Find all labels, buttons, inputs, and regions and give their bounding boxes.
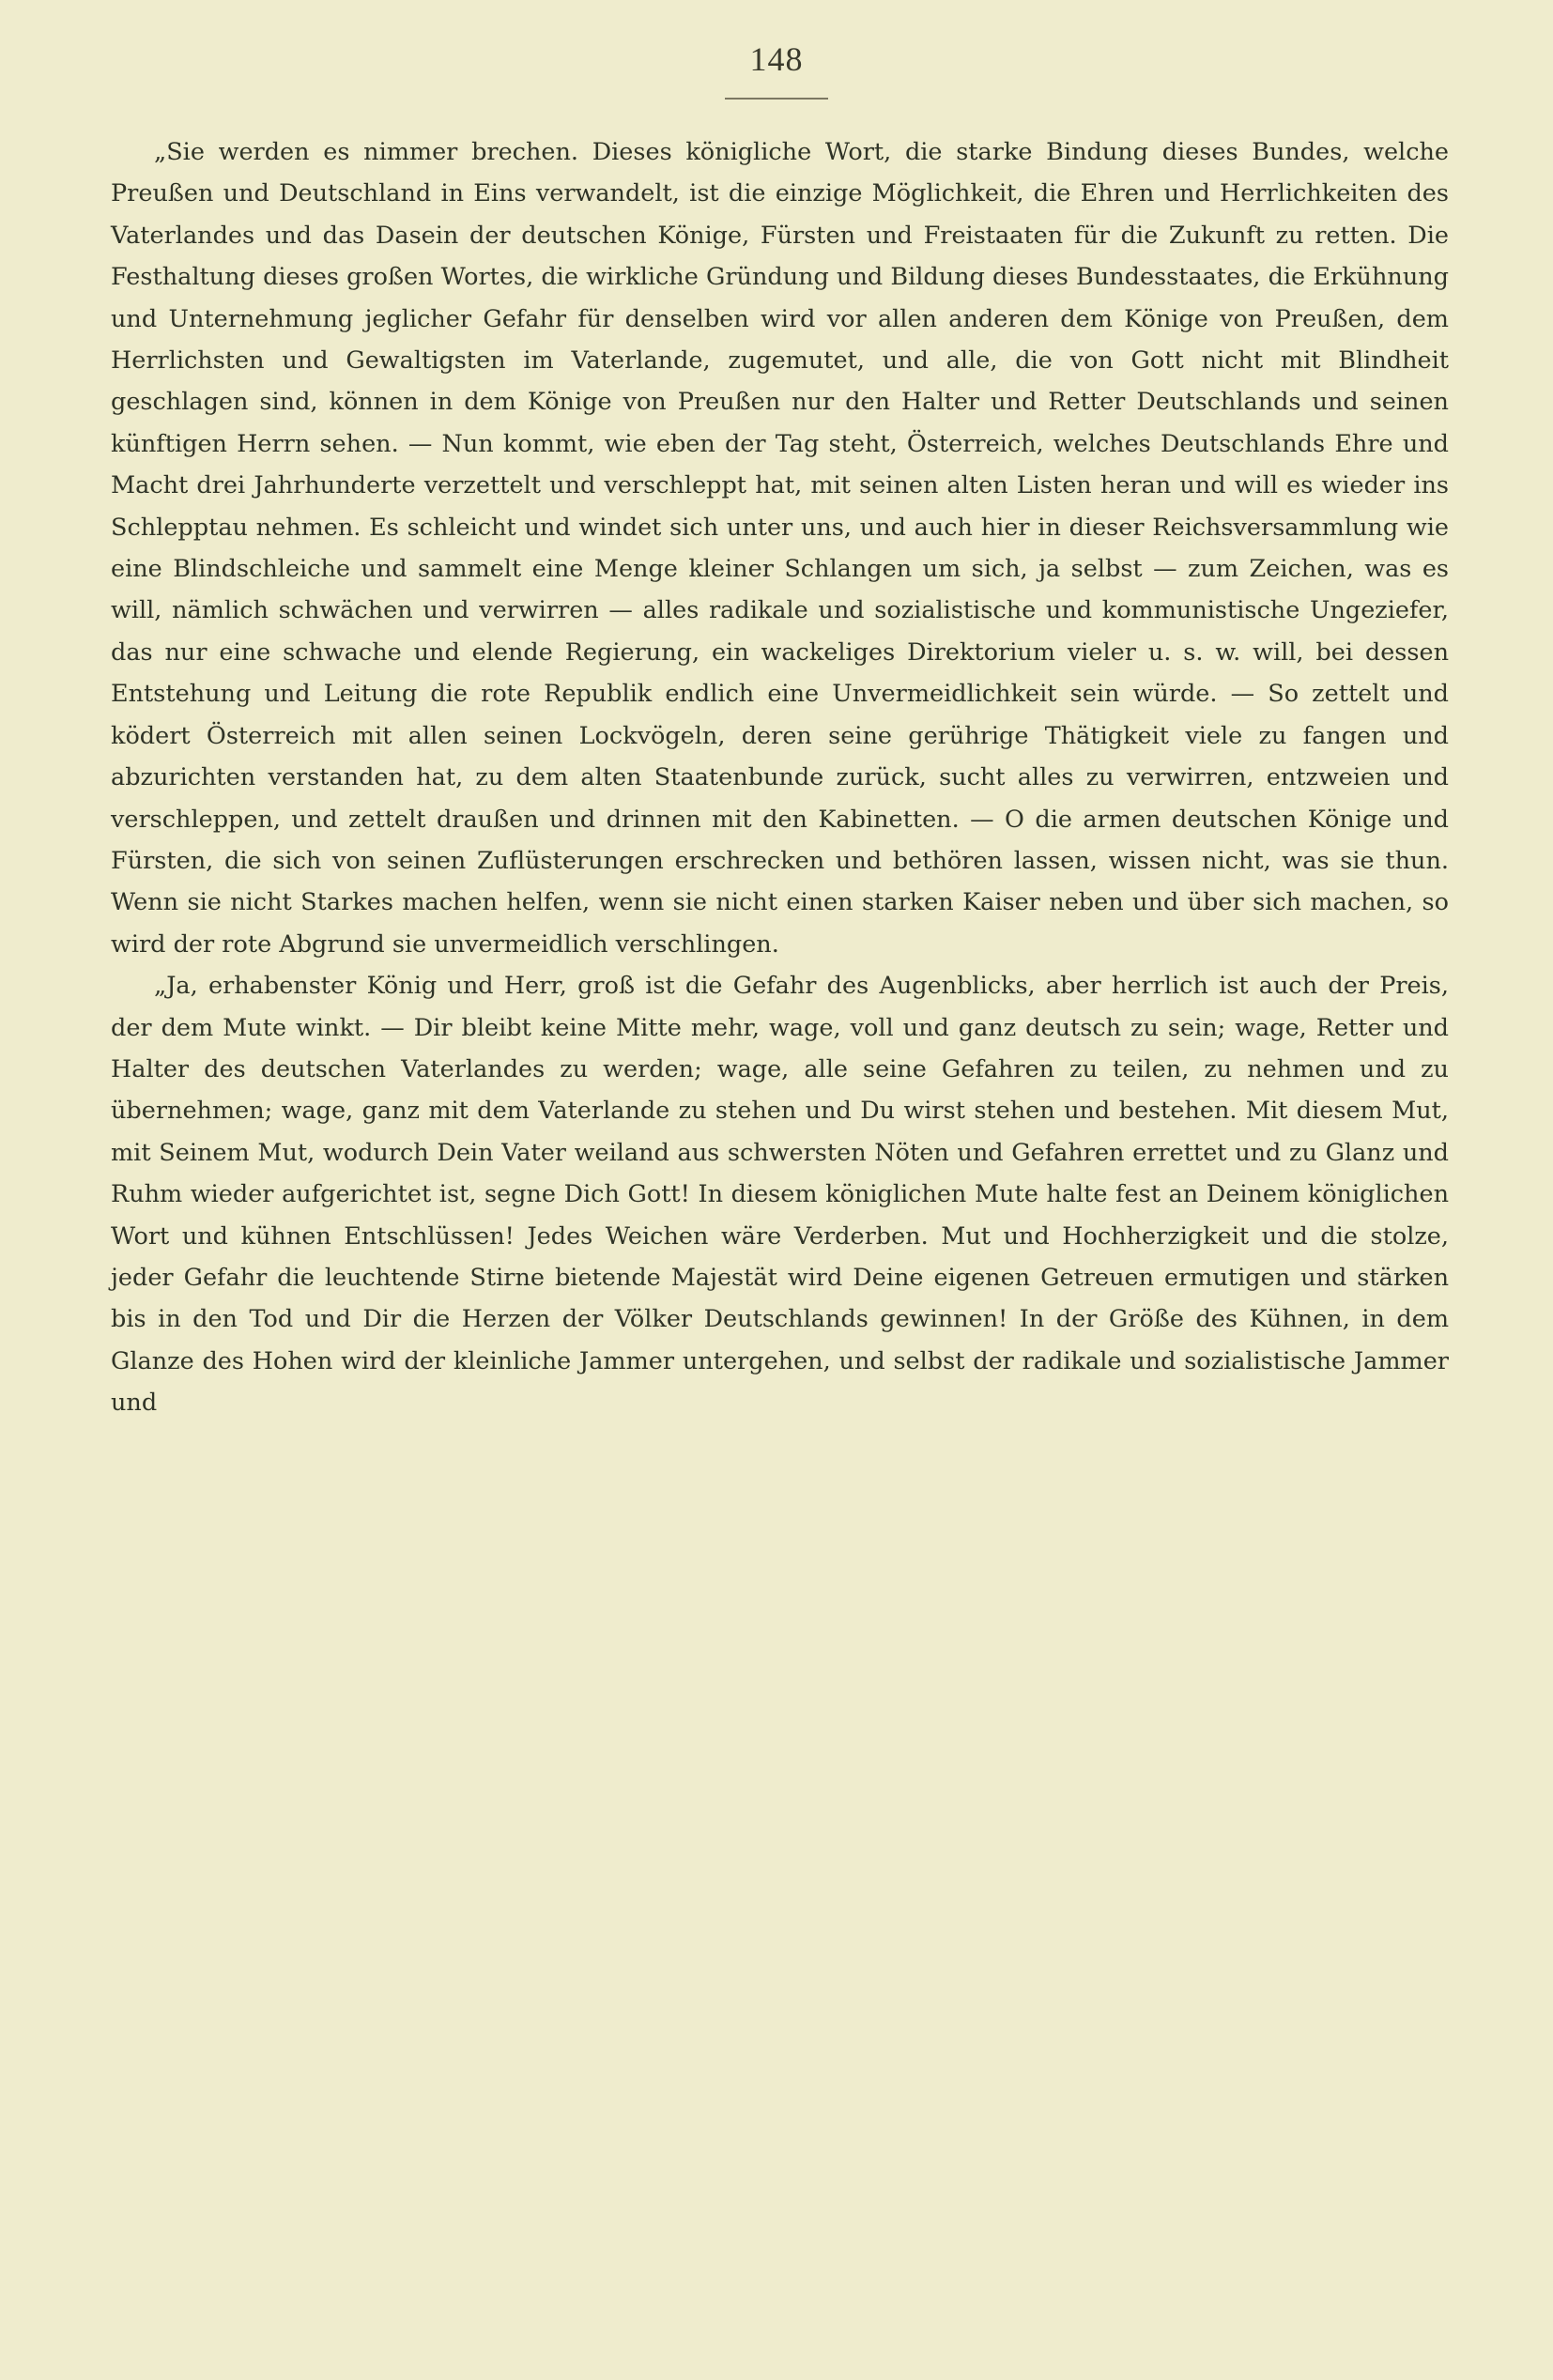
paragraph-2: „Ja, erhabenster König und Herr, groß ist die Gefahr des Augenblicks, aber herrlich ist auch der Preis, der dem Mute winkt. — Dir bleibt keine Mitte mehr, wage, voll und ganz deutsch zu sein; wage, Retter und Halter des deutschen Vaterlandes zu werden; wage, alle seine Gefahren zu teilen, zu nehmen und zu übernehmen; wage, ganz mit dem Vaterlande zu stehen und Du wirst stehen und bestehen. Mit diesem Mut, mit Seinem Mut, wodurch Dein Vater weiland aus schwersten Nöten und Gefahren errettet und zu Glanz und Ruhm wieder aufgerichtet ist, segne Dich Gott! In diesem königlichen Mute halte fest an Deinem königlichen Wort und kühnen Entschlüssen! Jedes Weichen wäre Verderben. Mut und Hochherzigkeit und die stolze, jeder Gefahr die leuchtende Stirne bietende Majestät wird Deine eigenen Getreuen ermutigen und stärken bis in den Tod und Dir die Herzen der Völker Deutschlands gewinnen! In der Größe des Kühnen, in dem Glanze des Hohen wird der kleinliche Jammer untergehen, und selbst der radikale und sozialistische Jammer und — [111, 972, 1449, 1418]
page-body — [111, 131, 1449, 1424]
page-header-divider — [725, 98, 828, 100]
paragraph-1: „Sie werden es nimmer brechen. Dieses königliche Wort, die starke Bindung dieses Bundes, welche Preußen und Deutschland in Eins verwandelt, ist die einzige Möglichkeit, die Ehren und Herrlichkeiten des Vaterlandes und das Dasein der deutschen Könige, Fürsten und Freistaaten für die Zukunft zu retten. Die Festhaltung dieses großen Wortes, die wirkliche Gründung und Bildung dieses Bundesstaates, die Erkühnung und Unternehmung jeglicher Gefahr für denselben wird vor allen anderen dem Könige von Preußen, dem Herrlichsten und Gewaltigsten im Vaterlande, zugemutet, und alle, die von Gott nicht mit Blindheit geschlagen sind, können in dem Könige von Preußen nur den Halter und Retter Deutschlands und seinen künftigen Herrn sehen. — Nun kommt, wie eben der Tag steht, Österreich, welches Deutschlands Ehre und Macht drei Jahrhunderte verzettelt und verschleppt hat, mit seinen alten Listen heran und will es wieder ins Schlepptau nehmen. Es schleicht und windet sich unter uns, und auch hier in dieser Reichsversammlung wie eine Blindschleiche und sammelt eine Menge kleiner Schlangen um sich, ja selbst — zum Zeichen, was es will, nämlich schwächen und verwirren — alles radikale und sozialistische und kommunistische Ungeziefer, das nur eine schwache und elende Regierung, ein wackeliges Direktorium vieler u. s. w. will, bei dessen Entstehung und Leitung die rote Republik endlich eine Unvermeidlichkeit sein würde. — So zettelt und ködert Österreich mit allen seinen Lockvögeln, deren seine gerührige Thätigkeit viele zu fangen und abzurichten verstanden hat, zu dem alten Staatenbunde zurück, sucht alles zu verwirren, entzweien und verschleppen, und zettelt draußen und drinnen mit den Kabinetten. — O die armen deutschen Könige und Fürsten, die sich von seinen Zuflüsterungen erschrecken und bethören lassen, wissen nicht, was sie thun. Wenn sie nicht Starkes machen helfen, wenn sie nicht einen starken Kaiser neben und über sich machen, so wird der rote Abgrund sie unvermeidlich verschlingen. — [111, 138, 1449, 959]
page-number: 148 — [749, 40, 804, 78]
